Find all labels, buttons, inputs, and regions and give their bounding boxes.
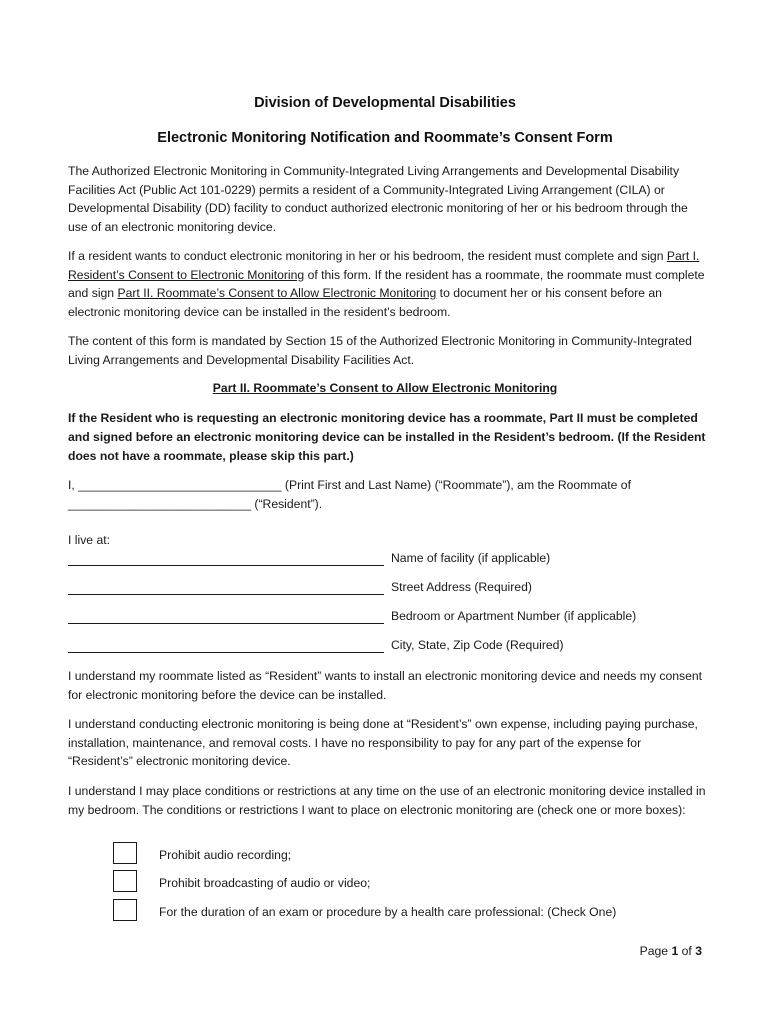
understand-paragraph-2: I understand conducting electronic monitoring is being done at “Resident’s” own expense, including paying purchase, installation, maintenance, and removal costs. I have no responsibility to pay for any part of the expense for “Resident’s” electronic monitoring device. [68, 717, 698, 769]
facility-name-blank[interactable] [68, 565, 384, 566]
form-title: Electronic Monitoring Notification and Roommate’s Consent Form [157, 130, 613, 146]
city-state-zip-field[interactable] [68, 638, 708, 656]
prohibit-audio-label: Prohibit audio recording; [159, 848, 292, 862]
street-address-field[interactable] [68, 580, 708, 598]
intro-p2-text-b: of this form. If the resident has a roommate, the roommate must complete and sign [68, 267, 705, 301]
page-current: 1 [671, 944, 679, 958]
page-total: 3 [695, 944, 702, 958]
intro-p2-text-c: to document her or his consent before an electronic monitoring device can be installed in the resident’s bedroom. [68, 286, 662, 319]
street-address-blank[interactable] [68, 594, 384, 595]
exam-duration-label: For the duration of an exam or procedure by a health care professional: (Check One) [159, 905, 617, 919]
facility-name-label: Name of facility (if applicable) [391, 551, 551, 565]
part2-heading: Part II. Roommate’s Consent to Allow Electronic Monitoring [212, 381, 558, 395]
exam-duration-checkbox[interactable] [113, 899, 137, 921]
part2-instruction: If the Resident who is requesting an electronic monitoring device has a roommate, Part II must be completed and signed before an electronic monitoring device can be installed in the Resident’s bedroom. (If the Resident does not have a roommate, please skip this part.) [68, 411, 706, 463]
city-state-zip-blank[interactable] [68, 652, 384, 653]
apartment-number-blank[interactable] [68, 623, 384, 624]
understand-paragraph-1: I understand my roommate listed as “Resident” wants to install an electronic monitoring device and needs my consent for electronic monitoring before the device can be installed. [68, 669, 703, 702]
prohibit-broadcast-label: Prohibit broadcasting of audio or video; [159, 876, 371, 890]
intro-p2-text-a: If a resident wants to conduct electronic monitoring in her or his bedroom, the resident must complete and sign [68, 249, 667, 263]
prohibit-broadcast-checkbox[interactable] [113, 870, 137, 892]
apartment-number-label: Bedroom or Apartment Number (if applicable) [391, 609, 637, 623]
understand-paragraph-3: I understand I may place conditions or restrictions at any time on the use of an electronic monitoring device installed in my bedroom. The conditions or restrictions I want to place on electronic monitoring are (check one or more boxes): [68, 784, 706, 817]
prohibit-audio-checkbox[interactable] [113, 842, 137, 864]
agency-title: Division of Developmental Disabilities [254, 95, 516, 111]
page-word: Page [639, 944, 669, 958]
resident-name-line[interactable]: ___________________________ (“Resident”). [68, 497, 323, 511]
live-at-label: I live at: [68, 533, 110, 547]
part2-reference: Part II. Roommate’s Consent to Allow Electronic Monitoring [117, 286, 437, 301]
apartment-number-field[interactable] [68, 609, 708, 627]
checkbox-row-exam-duration[interactable] [113, 899, 673, 925]
city-state-zip-label: City, State, Zip Code (Required) [391, 638, 564, 652]
street-address-label: Street Address (Required) [391, 580, 532, 594]
intro-paragraph-1: The Authorized Electronic Monitoring in Community-Integrated Living Arrangements and Developmental Disability Facilities Act (Public Act 101-0229) permits a resident of a Community-Integrated Living Arrangement (CILA) or Developmental Disability (DD) facility to conduct authorized electronic monitoring of her or his bedroom through the use of an electronic monitoring device. [68, 164, 688, 234]
checkbox-row-prohibit-audio[interactable] [113, 842, 673, 868]
page-of: of [681, 944, 692, 958]
checkbox-row-prohibit-broadcast[interactable] [113, 870, 673, 896]
roommate-name-line[interactable]: I, ______________________________ (Print First and Last Name) (“Roommate”), am the Roommate of [68, 478, 631, 492]
facility-name-field[interactable] [68, 551, 708, 569]
intro-paragraph-3: The content of this form is mandated by Section 15 of the Authorized Electronic Monitoring in Community-Integrated Living Arrangements and Developmental Disability Facilities Act. [68, 334, 692, 367]
intro-paragraph-2 [68, 247, 708, 321]
page-number [640, 944, 702, 958]
part1-reference: Part I. Resident’s Consent to Electronic Monitoring [68, 249, 700, 282]
